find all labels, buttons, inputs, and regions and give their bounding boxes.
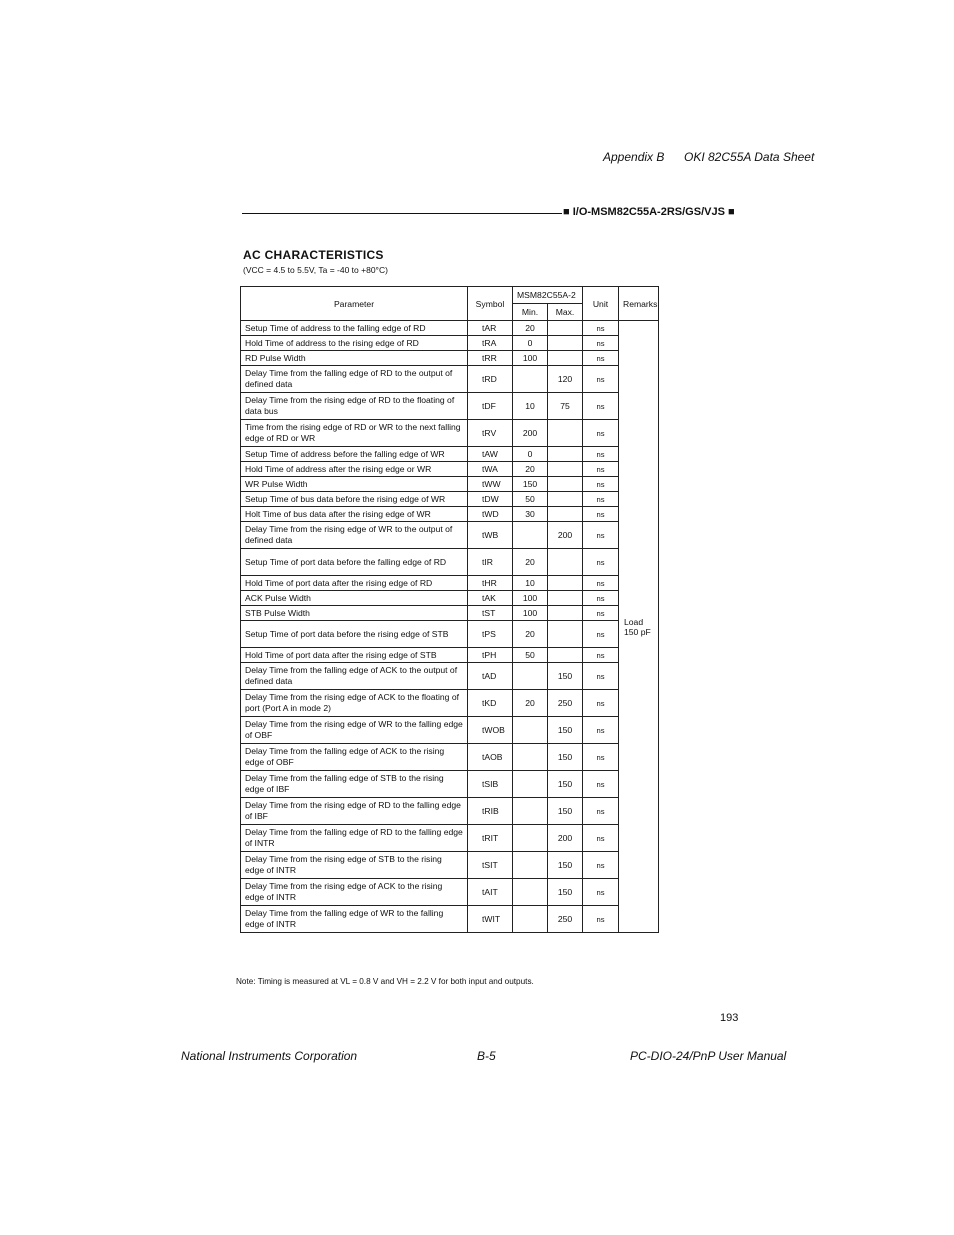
table-row (241, 351, 659, 366)
table-row (241, 393, 659, 420)
table-row (241, 447, 659, 462)
max-cell (548, 447, 583, 462)
header-parameter: Parameter (241, 287, 468, 321)
unit-cell: ns (583, 351, 619, 366)
max-cell (548, 477, 583, 492)
max-cell: 150 (548, 771, 583, 798)
min-cell (513, 744, 548, 771)
min-cell: 20 (513, 321, 548, 336)
param-cell: Hold Time of port data after the rising edge of STB (241, 648, 468, 663)
symbol-cell: tDW (468, 492, 513, 507)
min-cell (513, 879, 548, 906)
param-cell: Delay Time from the falling edge of RD to the output of defined data (241, 366, 468, 393)
symbol-cell: tAD (468, 663, 513, 690)
symbol-cell: tRA (468, 336, 513, 351)
table-row (241, 420, 659, 447)
symbol-cell: tKD (468, 690, 513, 717)
max-cell (548, 591, 583, 606)
param-cell: Delay Time from the rising edge of ACK to the rising edge of INTR (241, 879, 468, 906)
header-min: Min. (513, 304, 548, 321)
symbol-cell: tPS (468, 621, 513, 648)
table-row (241, 321, 659, 336)
table-row (241, 717, 659, 744)
symbol-cell: tSIT (468, 852, 513, 879)
header-unit: Unit (583, 287, 619, 321)
table-row (241, 879, 659, 906)
table-row (241, 336, 659, 351)
max-cell: 250 (548, 690, 583, 717)
unit-cell: ns (583, 744, 619, 771)
table-row (241, 591, 659, 606)
timing-note: Note: Timing is measured at VL = 0.8 V and VH = 2.2 V for both input and outputs. (236, 977, 534, 986)
table-row (241, 663, 659, 690)
symbol-cell: tRD (468, 366, 513, 393)
unit-cell: ns (583, 420, 619, 447)
unit-cell: ns (583, 492, 619, 507)
unit-cell: ns (583, 462, 619, 477)
section-title: AC CHARACTERISTICS (243, 248, 384, 262)
param-cell: Setup Time of address to the falling edge of RD (241, 321, 468, 336)
max-cell (548, 351, 583, 366)
table-row (241, 906, 659, 933)
unit-cell: ns (583, 366, 619, 393)
min-cell (513, 522, 548, 549)
symbol-cell: tHR (468, 576, 513, 591)
min-cell: 100 (513, 351, 548, 366)
min-cell: 30 (513, 507, 548, 522)
symbol-cell: tPH (468, 648, 513, 663)
param-cell: Setup Time of bus data before the rising edge of WR (241, 492, 468, 507)
table-row (241, 522, 659, 549)
max-cell: 150 (548, 852, 583, 879)
max-cell: 150 (548, 744, 583, 771)
max-cell (548, 462, 583, 477)
header-doc-title: OKI 82C55A Data Sheet (684, 150, 815, 164)
header-symbol: Symbol (468, 287, 513, 321)
param-cell: Delay Time from the rising edge of WR to the output of defined data (241, 522, 468, 549)
header-group: MSM82C55A-2 (513, 287, 583, 304)
param-cell: Setup Time of port data before the rising edge of STB (241, 621, 468, 648)
footer-manual: PC-DIO-24/PnP User Manual (630, 1049, 787, 1063)
min-cell: 0 (513, 336, 548, 351)
symbol-cell: tRR (468, 351, 513, 366)
min-cell: 50 (513, 492, 548, 507)
symbol-cell: tWA (468, 462, 513, 477)
min-cell (513, 798, 548, 825)
max-cell (548, 621, 583, 648)
max-cell (548, 648, 583, 663)
unit-cell: ns (583, 591, 619, 606)
table-row (241, 606, 659, 621)
max-cell: 200 (548, 522, 583, 549)
footer-company: National Instruments Corporation (181, 1049, 358, 1063)
table-row (241, 549, 659, 576)
symbol-cell: tRIT (468, 825, 513, 852)
section-conditions: (VCC = 4.5 to 5.5V, Ta = -40 to +80°C) (243, 265, 388, 275)
max-cell (548, 507, 583, 522)
unit-cell: ns (583, 393, 619, 420)
symbol-cell: tAK (468, 591, 513, 606)
min-cell: 100 (513, 591, 548, 606)
min-cell: 10 (513, 393, 548, 420)
symbol-cell: tWIT (468, 906, 513, 933)
unit-cell: ns (583, 798, 619, 825)
table-row (241, 798, 659, 825)
max-cell: 250 (548, 906, 583, 933)
max-cell (548, 336, 583, 351)
unit-cell: ns (583, 477, 619, 492)
param-cell: Delay Time from the rising edge of RD to the floating of data bus (241, 393, 468, 420)
max-cell (548, 420, 583, 447)
min-cell: 20 (513, 549, 548, 576)
max-cell: 150 (548, 879, 583, 906)
min-cell (513, 771, 548, 798)
param-cell: Setup Time of port data before the falling edge of RD (241, 549, 468, 576)
symbol-cell: tRIB (468, 798, 513, 825)
table-row (241, 492, 659, 507)
unit-cell: ns (583, 447, 619, 462)
param-cell: Delay Time from the falling edge of ACK to the rising edge of OBF (241, 744, 468, 771)
param-cell: Hold Time of port data after the rising edge of RD (241, 576, 468, 591)
table-row (241, 771, 659, 798)
max-cell: 150 (548, 717, 583, 744)
unit-cell: ns (583, 663, 619, 690)
min-cell (513, 366, 548, 393)
min-cell (513, 663, 548, 690)
table-row (241, 621, 659, 648)
param-cell: Delay Time from the rising edge of STB to the rising edge of INTR (241, 852, 468, 879)
min-cell (513, 717, 548, 744)
param-cell: Delay Time from the falling edge of RD to the falling edge of INTR (241, 825, 468, 852)
header-remarks: Remarks (619, 287, 659, 321)
max-cell: 200 (548, 825, 583, 852)
param-cell: Hold Time of address after the rising edge or WR (241, 462, 468, 477)
table-body (241, 321, 659, 933)
param-cell: Holt Time of bus data after the rising edge of WR (241, 507, 468, 522)
header-max: Max. (548, 304, 583, 321)
max-cell (548, 606, 583, 621)
symbol-cell: tSIB (468, 771, 513, 798)
param-cell: Time from the rising edge of RD or WR to the next falling edge of RD or WR (241, 420, 468, 447)
min-cell: 10 (513, 576, 548, 591)
unit-cell: ns (583, 621, 619, 648)
min-cell (513, 825, 548, 852)
unit-cell: ns (583, 717, 619, 744)
param-cell: Delay Time from the rising edge of RD to the falling edge of IBF (241, 798, 468, 825)
param-cell: RD Pulse Width (241, 351, 468, 366)
symbol-cell: tAR (468, 321, 513, 336)
min-cell: 20 (513, 690, 548, 717)
banner-part-number: ■ I/O-MSM82C55A-2RS/GS/VJS ■ (563, 206, 735, 218)
symbol-cell: tAIT (468, 879, 513, 906)
param-cell: Setup Time of address before the falling edge of WR (241, 447, 468, 462)
max-cell (548, 576, 583, 591)
max-cell (548, 492, 583, 507)
unit-cell: ns (583, 576, 619, 591)
param-cell: Hold Time of address to the rising edge of RD (241, 336, 468, 351)
symbol-cell: tRV (468, 420, 513, 447)
param-cell: Delay Time from the rising edge of ACK to the floating of port (Port A in mode 2) (241, 690, 468, 717)
table-row (241, 648, 659, 663)
unit-cell: ns (583, 336, 619, 351)
unit-cell: ns (583, 648, 619, 663)
unit-cell: ns (583, 690, 619, 717)
param-cell: ACK Pulse Width (241, 591, 468, 606)
max-cell: 150 (548, 798, 583, 825)
unit-cell: ns (583, 906, 619, 933)
table-row (241, 507, 659, 522)
min-cell (513, 852, 548, 879)
min-cell: 20 (513, 462, 548, 477)
symbol-cell: tWD (468, 507, 513, 522)
param-cell: WR Pulse Width (241, 477, 468, 492)
unit-cell: ns (583, 771, 619, 798)
table-row (241, 462, 659, 477)
symbol-cell: tIR (468, 549, 513, 576)
table-row (241, 576, 659, 591)
table-row (241, 825, 659, 852)
symbol-cell: tWB (468, 522, 513, 549)
unit-cell: ns (583, 825, 619, 852)
min-cell: 20 (513, 621, 548, 648)
max-cell (548, 549, 583, 576)
param-cell: Delay Time from the falling edge of ACK to the output of defined data (241, 663, 468, 690)
symbol-cell: tWW (468, 477, 513, 492)
max-cell: 120 (548, 366, 583, 393)
symbol-cell: tAW (468, 447, 513, 462)
min-cell: 200 (513, 420, 548, 447)
footer-page: B-5 (477, 1049, 496, 1063)
min-cell: 50 (513, 648, 548, 663)
table-row (241, 852, 659, 879)
min-cell: 100 (513, 606, 548, 621)
max-cell: 150 (548, 663, 583, 690)
unit-cell: ns (583, 522, 619, 549)
table-row (241, 744, 659, 771)
symbol-cell: tAOB (468, 744, 513, 771)
max-cell (548, 321, 583, 336)
max-cell: 75 (548, 393, 583, 420)
param-cell: Delay Time from the falling edge of STB to the rising edge of IBF (241, 771, 468, 798)
header-appendix: Appendix B (603, 150, 665, 164)
symbol-cell: tDF (468, 393, 513, 420)
min-cell: 0 (513, 447, 548, 462)
unit-cell: ns (583, 507, 619, 522)
unit-cell: ns (583, 549, 619, 576)
banner-rule (242, 213, 562, 214)
symbol-cell: tWOB (468, 717, 513, 744)
table-row (241, 690, 659, 717)
symbol-cell: tST (468, 606, 513, 621)
param-cell: Delay Time from the falling edge of WR to the falling edge of INTR (241, 906, 468, 933)
min-cell (513, 906, 548, 933)
min-cell: 150 (513, 477, 548, 492)
remarks-cell: Load 150 pF (619, 321, 659, 933)
page-number: 193 (720, 1012, 739, 1024)
table-row (241, 366, 659, 393)
unit-cell: ns (583, 321, 619, 336)
table-row (241, 477, 659, 492)
param-cell: STB Pulse Width (241, 606, 468, 621)
unit-cell: ns (583, 606, 619, 621)
unit-cell: ns (583, 879, 619, 906)
unit-cell: ns (583, 852, 619, 879)
param-cell: Delay Time from the rising edge of WR to the falling edge of OBF (241, 717, 468, 744)
ac-characteristics-table (240, 286, 659, 933)
